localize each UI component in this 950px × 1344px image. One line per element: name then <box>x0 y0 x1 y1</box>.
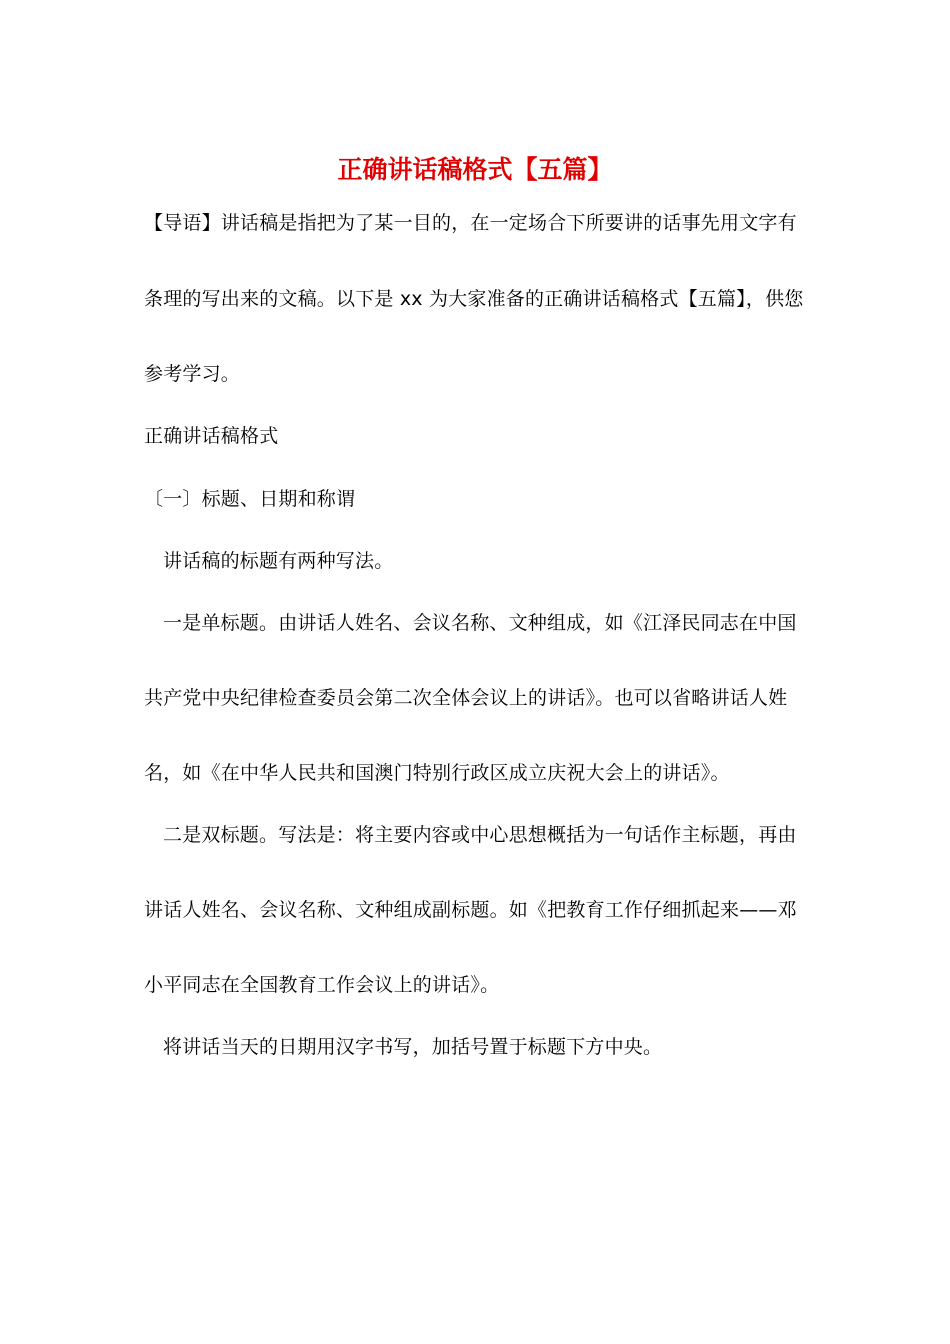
intro-line-2: 条理的写出来的文稿。以下是 xx 为大家准备的正确讲话稿格式【五篇】，供您 <box>144 288 804 310</box>
paragraph-line: 讲话稿的标题有两种写法。 <box>163 550 394 572</box>
intro-line-1: 【导语】讲话稿是指把为了某一目的，在一定场合下所要讲的话事先用文字有 <box>144 212 797 234</box>
paragraph-line: 一是单标题。由讲话人姓名、会议名称、文种组成，如《江泽民同志在中国 <box>163 612 797 634</box>
paragraph-line: 共产党中央纪律检查委员会第二次全体会议上的讲话》。也可以省略讲话人姓 <box>144 687 788 709</box>
paragraph-line: 小平同志在全国教育工作会议上的讲话》。 <box>144 974 500 996</box>
paragraph-line: 名，如《在中华人民共和国澳门特别行政区成立庆祝大会上的讲话》。 <box>144 762 730 784</box>
paragraph-line: 讲话人姓名、会议名称、文种组成副标题。如《把教育工作仔细抓起来——邓 <box>144 899 797 921</box>
document-title: 正确讲话稿格式【五篇】 <box>337 155 613 184</box>
paragraph-line: 二是双标题。写法是：将主要内容或中心思想概括为一句话作主标题，再由 <box>163 824 797 846</box>
paragraph-line: 将讲话当天的日期用汉字书写，加括号置于标题下方中央。 <box>163 1036 663 1058</box>
subsection-heading: 〔一〕标题、日期和称谓 <box>144 488 356 510</box>
intro-line-3: 参考学习。 <box>144 363 241 385</box>
section-heading: 正确讲话稿格式 <box>144 425 279 447</box>
